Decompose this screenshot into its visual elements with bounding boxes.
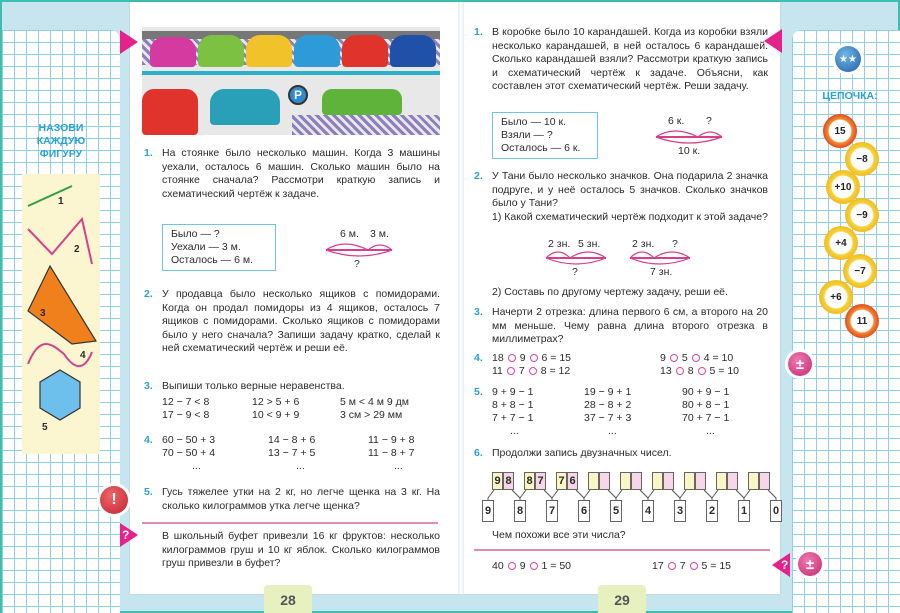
car-icon [342, 35, 388, 67]
expression: 8 + 8 − 1 [492, 399, 534, 411]
digit-box: 5 [610, 500, 622, 522]
inequality: 10 < 9 + 9 [252, 409, 300, 421]
figure-label-5: 5 [42, 422, 48, 433]
task-4-number: 4. [474, 352, 483, 364]
chain-step: −7 [843, 254, 877, 288]
task-6-right: 6. Продолжи запись двузначных чисел. [474, 447, 672, 459]
bonus-equation: 17 7 5 = 15 [652, 560, 732, 572]
expression: 11 − 9 + 8 [368, 434, 415, 446]
digit-box: 6 [578, 500, 590, 522]
expression: 11 − 8 + 7 [368, 447, 415, 459]
inequality: 12 − 7 < 8 [162, 396, 210, 408]
figure-label-3: 3 [40, 308, 46, 319]
units-digit-box[interactable] [695, 472, 706, 490]
inequality: 3 см > 29 мм [340, 409, 403, 421]
units-digit-box[interactable]: 6 [567, 472, 578, 490]
tens-digit-box[interactable]: 9 [492, 472, 503, 490]
figures-panel [22, 174, 100, 454]
brief-record: Было — 10 к. Взяли — ? Осталось — 6 к. [492, 112, 598, 159]
question-icon: ? [122, 528, 130, 542]
task-2-right: 2. У Тани было несколько значков. Она подарила 2 значка подруге, и у неё осталось 5 значков. Сколько значков было у Тани? 1) Какой схематический чертёж подходит к этой задаче? [474, 170, 768, 223]
exclamation-icon: ! [100, 486, 128, 514]
segment-icon [28, 186, 72, 206]
circle-equation: 11 7 8 = 12 [492, 365, 571, 377]
car-icon [294, 35, 340, 67]
car-icon [246, 35, 292, 67]
digit-box: 0 [770, 500, 782, 522]
digit-box: 8 [514, 500, 526, 522]
expression: 37 − 7 + 3 [584, 412, 632, 424]
task-1-left: 1. На стоянке было несколько машин. Когда 3 машины уехали, осталось 6 машин. Сколько машин было на стоянке сначала? Рассмотри краткую запись и схематический чертёж к задаче. [144, 147, 440, 200]
digit-box: 2 [706, 500, 718, 522]
figure-label-4: 4 [80, 350, 86, 361]
sign-circle[interactable] [670, 354, 678, 362]
scheme-diagram: 6 к. ? 10 к. [654, 115, 726, 159]
brief-record: Было — ? Уехали — 3 м. Осталось — 6 м. [162, 224, 276, 271]
page-number-right: 29 [598, 585, 646, 613]
car-icon [210, 89, 280, 125]
task-3-right: 3. Начерти 2 отрезка: длина первого 6 см, а второго на 20 мм меньше. Чему равна длина второго отрезка в миллиметрах? [474, 306, 768, 345]
digit-box: 4 [642, 500, 654, 522]
expression: 90 + 9 − 1 [682, 386, 730, 398]
question-icon: ? [781, 558, 789, 572]
plus-minus-icon: ± [798, 552, 822, 576]
sign-circle[interactable] [676, 367, 684, 375]
expression: 28 − 8 + 2 [584, 399, 632, 411]
units-digit-box[interactable] [727, 472, 738, 490]
car-icon [198, 35, 244, 67]
task-5-left: 5. Гусь тяжелее утки на 2 кг, но легче щенка на 3 кг. На сколько килограммов утка легче щенка? [144, 486, 440, 512]
parking-sign-icon: P [288, 85, 308, 105]
page-number-left: 28 [264, 585, 312, 613]
sign-circle[interactable] [507, 367, 515, 375]
expression: 60 − 50 + 3 [162, 434, 216, 446]
circle-equation: 13 8 5 = 10 [660, 365, 740, 377]
task-4-number: 4. [144, 434, 153, 446]
expression: 7 + 7 − 1 [492, 412, 534, 424]
left-margin-title: НАЗОВИ КАЖДУЮ ФИГУРУ [36, 122, 86, 160]
quadrilateral-icon [28, 266, 96, 344]
sign-circle[interactable] [530, 562, 538, 570]
hexagon-icon [40, 370, 80, 420]
car-icon [142, 89, 198, 135]
car-icon [390, 35, 436, 67]
tens-digit-box[interactable] [748, 472, 759, 490]
chain-end: 11 [845, 304, 879, 338]
broken-line-icon [28, 219, 92, 264]
chain-title: ЦЕПОЧКА: [822, 90, 878, 102]
task-1-right: 1. В коробке было 10 карандашей. Когда из коробки взяли несколько карандашей, в ней осталось 6 карандашей. Сколько карандашей взяли? Рассмотри краткую запись и схематический чертёж к задаче. Объясни, как составлен этот схематический чертёж. Реши задачу. [474, 26, 768, 92]
task-3-left: 3. Выпиши только верные неравенства. [144, 380, 345, 392]
expression: 70 + 7 − 1 [682, 412, 730, 424]
sign-circle[interactable] [508, 354, 516, 362]
sign-circle[interactable] [529, 367, 537, 375]
chain-step: −8 [845, 142, 879, 176]
digit-box: 1 [738, 500, 750, 522]
task-5-number: 5. [474, 386, 483, 398]
expression: 13 − 7 + 5 [268, 447, 316, 459]
chain-start: 15 [823, 114, 857, 148]
task-2-left: 2. У продавца было несколько ящиков с помидорами. Когда он продал помидоры из 4 ящиков, осталось 7 ящиков с помидорами. Сколько ящиков с помидорами было у него сначала? Запиши задачу кратко, сделай к ней схематический чертёж и реши её. [144, 288, 440, 354]
sign-circle[interactable] [692, 354, 700, 362]
units-digit-box[interactable]: 8 [503, 472, 514, 490]
digit-box: 7 [546, 500, 558, 522]
digit-box: 9 [482, 500, 494, 522]
divider-line [474, 549, 770, 551]
pointer-triangle [764, 29, 782, 53]
circle-equation: 9 5 4 = 10 [660, 352, 734, 364]
sign-circle[interactable] [690, 562, 698, 570]
scheme-diagram-b: 2 зн. ? 7 зн. [628, 238, 694, 282]
figure-label-1: 1 [58, 196, 64, 207]
plus-minus-icon: ± [788, 352, 812, 376]
expression: 70 − 50 + 4 [162, 447, 216, 459]
divider-line [142, 522, 438, 524]
units-digit-box[interactable]: 7 [535, 472, 546, 490]
inequality: 5 м < 4 м 9 дм [340, 396, 409, 408]
chain-step: +10 [826, 170, 860, 204]
figure-label-2: 2 [74, 244, 80, 255]
two-stars-icon: ★★ [835, 46, 861, 72]
cars-illustration [142, 27, 440, 135]
pointer-triangle [120, 30, 138, 54]
tens-digit-box[interactable] [684, 472, 695, 490]
tens-digit-box[interactable]: 8 [524, 472, 535, 490]
tens-digit-box[interactable] [652, 472, 663, 490]
book-spine [458, 2, 464, 594]
expression: 14 − 8 + 6 [268, 434, 316, 446]
sign-circle[interactable] [668, 562, 676, 570]
sign-circle[interactable] [698, 367, 706, 375]
figures-svg [22, 174, 100, 454]
number-chain-diagram [482, 468, 782, 524]
tens-digit-box[interactable] [620, 472, 631, 490]
expression: 19 − 9 + 1 [584, 386, 632, 398]
task-6-question: Чем похожи все эти числа? [492, 529, 626, 541]
units-digit-box[interactable] [631, 472, 642, 490]
chain-step: +4 [824, 226, 858, 260]
tens-digit-box[interactable]: 7 [556, 472, 567, 490]
circle-equation: 18 9 6 = 15 [492, 352, 572, 364]
expression: 9 + 9 − 1 [492, 386, 534, 398]
inequality: 17 − 9 < 8 [162, 409, 210, 421]
digit-box: 3 [674, 500, 686, 522]
scheme-diagram: 6 м. 3 м. ? [324, 228, 396, 272]
chain-step: −9 [845, 198, 879, 232]
bonus-equation: 40 9 1 = 50 [492, 560, 572, 572]
sign-circle[interactable] [530, 354, 538, 362]
sign-circle[interactable] [508, 562, 516, 570]
expression: 80 + 8 − 1 [682, 399, 730, 411]
tens-digit-box[interactable] [716, 472, 727, 490]
units-digit-box[interactable] [663, 472, 674, 490]
chain-step: +6 [819, 280, 853, 314]
units-digit-box[interactable] [759, 472, 770, 490]
car-icon [322, 89, 402, 115]
bonus-task-left: В школьный буфет привезли 16 кг фруктов: несколько килограммов груш и 10 кг яблок. Сколько килограммов груш привезли в буфет? [162, 530, 440, 569]
task-2-q2: 2) Составь по другому чертежу задачу, реши её. [492, 286, 728, 298]
inequality: 12 > 5 + 6 [252, 396, 300, 408]
scheme-diagram-a: 2 зн. 5 зн. ? [544, 238, 610, 282]
tens-digit-box[interactable] [588, 472, 599, 490]
car-icon [150, 37, 196, 67]
units-digit-box[interactable] [599, 472, 610, 490]
